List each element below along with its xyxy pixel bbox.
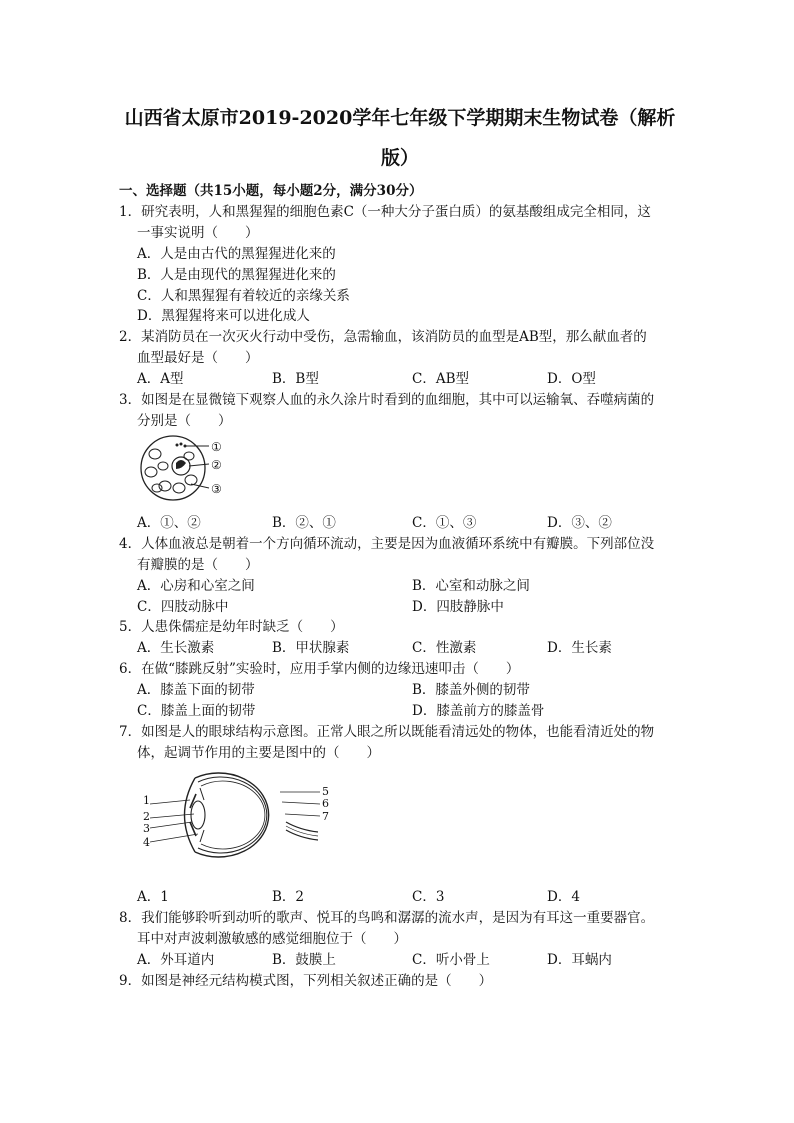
q2-option-c: C．AB型: [412, 371, 469, 387]
q7-stem-line2: 体，起调节作用的主要是图中的（ ）: [137, 745, 380, 761]
q5-option-c: C．性激素: [412, 640, 477, 656]
q7-figure-label-3: 3: [143, 822, 150, 835]
q7-figure-label-7: 7: [322, 810, 329, 823]
q7-option-c: C．3: [412, 889, 445, 905]
q8-option-b: B．鼓膜上: [272, 952, 336, 968]
q7-figure-label-4: 4: [143, 836, 150, 849]
q5-option-b: B．甲状腺素: [272, 640, 350, 656]
q8-option-a: A．外耳道内: [137, 952, 215, 968]
q1-option-c: C．人和黑猩猩有着较近的亲缘关系: [137, 288, 350, 304]
q4-option-d: D．四肢静脉中: [412, 599, 504, 615]
q3-option-d: D．③、②: [547, 515, 612, 531]
eyeball-diagram: [140, 770, 340, 860]
q7-figure-label-1: 1: [143, 794, 150, 807]
q6-option-d: D．膝盖前方的膝盖骨: [412, 703, 545, 719]
q5-option-a: A．生长激素: [137, 640, 215, 656]
q4-stem-line1: 4．人体血液总是朝着一个方向循环流动，主要是因为血液循环系统中有瓣膜。下列部位没: [119, 536, 655, 552]
paper-title-line1: 山西省太原市2019-2020学年七年级下学期期末生物试卷（解析: [124, 107, 676, 129]
q6-stem-line1: 6．在做“膝跳反射”实验时，应用手掌内侧的边缘迅速叩击（ ）: [119, 661, 520, 677]
paper-title-line2: 版）: [380, 147, 419, 169]
q3-stem-line2: 分别是（ ）: [137, 413, 232, 429]
q3-stem-line1: 3．如图是在显微镜下观察人血的永久涂片时看到的血细胞，其中可以运输氧、吞噬病菌的: [119, 392, 655, 408]
q3-figure-label-1: ①: [211, 440, 222, 454]
q2-option-a: A．A型: [137, 371, 184, 387]
q1-option-a: A．人是由古代的黑猩猩进化来的: [137, 246, 336, 262]
section-heading: 一、选择题（共15小题，每小题2分，满分30分）: [119, 183, 423, 199]
q1-option-b: B．人是由现代的黑猩猩进化来的: [137, 267, 336, 283]
q2-stem-line1: 2．某消防员在一次灭火行动中受伤，急需输血，该消防员的血型是AB型，那么献血者的: [119, 329, 647, 345]
q4-stem-line2: 有瓣膜的是（ ）: [137, 557, 259, 573]
q7-option-a: A．1: [137, 889, 169, 905]
q8-stem-line1: 8．我们能够聆听到动听的歌声、悦耳的鸟鸣和潺潺的流水声，是因为有耳这一重要器官。: [119, 910, 655, 926]
q3-figure-label-3: ③: [211, 482, 222, 496]
q7-figure-label-5: 5: [322, 785, 329, 798]
q1-stem-line2: 一事实说明（ ）: [137, 225, 259, 241]
q7-figure-label-2: 2: [143, 810, 150, 823]
q8-stem-line2: 耳中对声波刺激敏感的感觉细胞位于（ ）: [137, 931, 407, 947]
q3-option-a: A．①、②: [137, 515, 201, 531]
q7-stem-line1: 7．如图是人的眼球结构示意图。正常人眼之所以既能看清远处的物体，也能看清近处的物: [119, 724, 655, 740]
q5-stem-line1: 5．人患侏儒症是幼年时缺乏（ ）: [119, 619, 344, 635]
q9-stem-line1: 9．如图是神经元结构模式图，下列相关叙述正确的是（ ）: [119, 973, 493, 989]
q8-option-d: D．耳蜗内: [547, 952, 612, 968]
q6-option-c: C．膝盖上面的韧带: [137, 703, 256, 719]
q5-option-d: D．生长素: [547, 640, 612, 656]
q4-option-b: B．心室和动脉之间: [412, 578, 530, 594]
q2-option-b: B．B型: [272, 371, 319, 387]
q4-option-c: C．四肢动脉中: [137, 599, 229, 615]
q7-option-b: B．2: [272, 889, 305, 905]
q2-option-d: D．O型: [547, 371, 596, 387]
q3-option-b: B．②、①: [272, 515, 336, 531]
q2-stem-line2: 血型最好是（ ）: [137, 350, 259, 366]
q1-option-d: D．黑猩猩将来可以进化成人: [137, 308, 310, 324]
q7-figure-label-6: 6: [322, 797, 329, 810]
q7-option-d: D．4: [547, 889, 580, 905]
q6-option-a: A．膝盖下面的韧带: [137, 682, 255, 698]
q8-option-c: C．听小骨上: [412, 952, 490, 968]
q6-option-b: B．膝盖外侧的韧带: [412, 682, 530, 698]
q4-option-a: A．心房和心室之间: [137, 578, 255, 594]
q3-option-c: C．①、③: [412, 515, 477, 531]
q1-stem-line1: 1．研究表明，人和黑猩猩的细胞色素C（一种大分子蛋白质）的氨基酸组成完全相同，这: [119, 204, 651, 220]
q3-figure-label-2: ②: [211, 458, 222, 472]
